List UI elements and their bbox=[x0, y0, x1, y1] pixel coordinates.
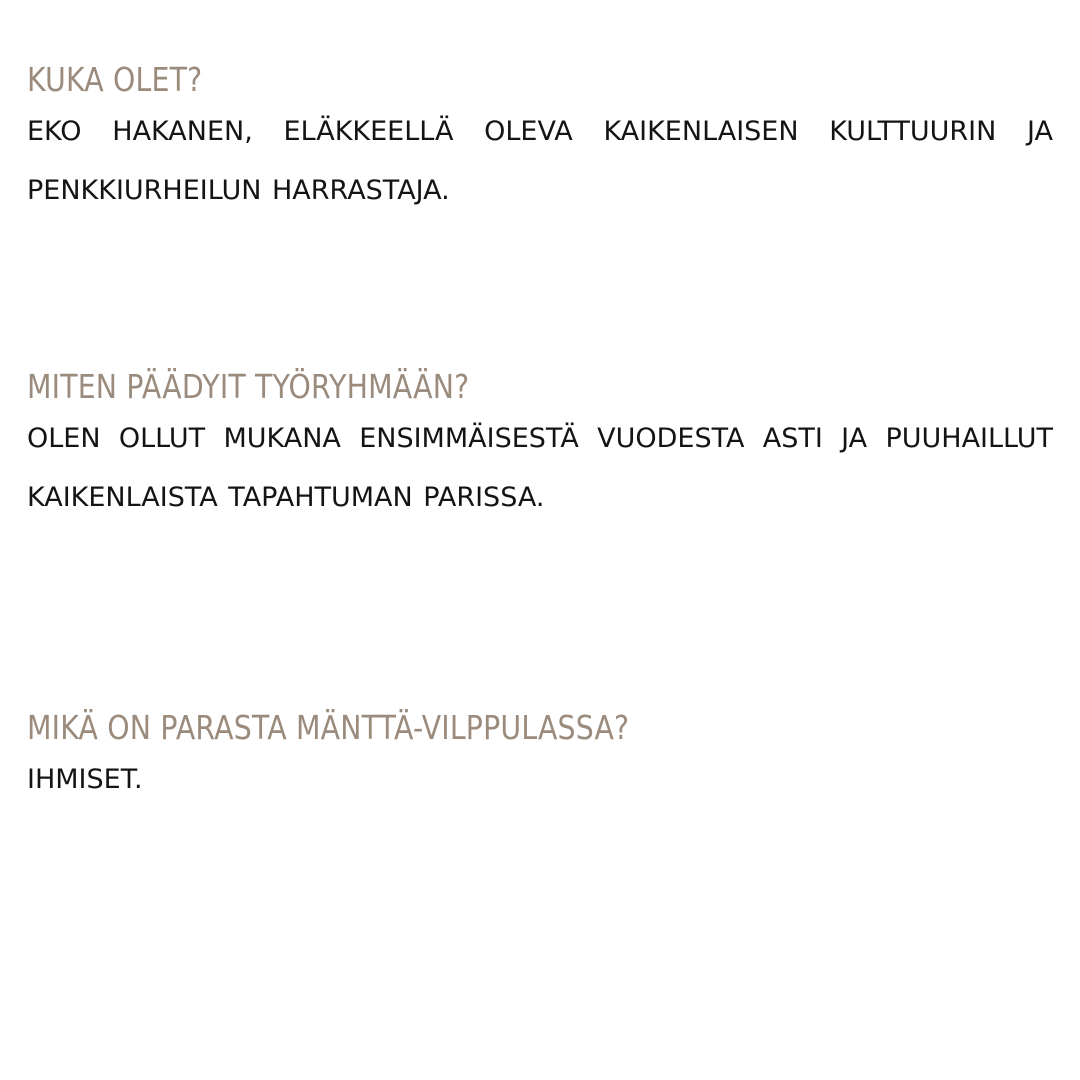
question-heading: MIKÄ ON PARASTA MÄNTTÄ-VILPPULASSA? bbox=[27, 708, 630, 747]
qa-section-best-thing bbox=[27, 706, 1053, 809]
answer-text: EKO HAKANEN, ELÄKKEELLÄ OLEVA KAIKENLAISEN KULTTUURIN JA PENKKIURHEILUN HARRASTAJA. bbox=[27, 116, 1053, 206]
qa-section-how-joined bbox=[27, 365, 1053, 527]
question-heading: MITEN PÄÄDYIT TYÖRYHMÄÄN? bbox=[27, 367, 470, 406]
qa-section-who-are-you bbox=[27, 58, 1053, 220]
question-heading: KUKA OLET? bbox=[27, 60, 203, 99]
answer-text: IHMISET. bbox=[27, 764, 143, 795]
answer-text: OLEN OLLUT MUKANA ENSIMMÄISESTÄ VUODESTA ASTI JA PUUHAILLUT KAIKENLAISTA TAPAHTUMAN PARISSA. bbox=[27, 423, 1053, 513]
